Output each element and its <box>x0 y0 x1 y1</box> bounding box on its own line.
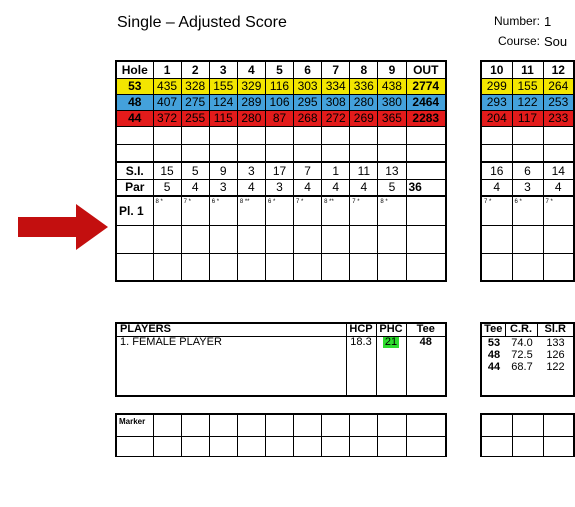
tee-info-cr: 72.5 <box>511 349 533 361</box>
par-cell: 3 <box>265 179 293 196</box>
si-cell: 17 <box>265 162 293 179</box>
blank-cell <box>322 253 350 281</box>
stroke-note: 7 * <box>350 196 378 225</box>
par-cell: 4 <box>322 179 350 196</box>
blank-cell <box>116 126 153 144</box>
stroke-note: 7 * <box>543 196 574 225</box>
yardage-cell: 264 <box>543 78 574 94</box>
yardage-cell: 122 <box>512 94 543 110</box>
blank-cell <box>406 126 446 144</box>
tee-name: 53 <box>116 78 153 94</box>
back-holes-table <box>480 60 575 282</box>
stroke-note: 7 * <box>294 196 322 225</box>
stroke-note: 8 ** <box>322 196 350 225</box>
yardage-cell: 269 <box>350 110 378 126</box>
hole-number: 6 <box>294 61 322 78</box>
yardage-cell: 435 <box>153 78 181 94</box>
blank-cell <box>265 253 293 281</box>
blank-cell <box>322 414 350 436</box>
tee-info-tee: 44 <box>487 361 501 373</box>
blank-cell <box>543 225 574 253</box>
blank-cell <box>543 253 574 281</box>
blank-cell <box>350 225 378 253</box>
tee-out-total: 2464 <box>406 94 446 110</box>
si-cell: 13 <box>378 162 406 179</box>
blank-cell <box>237 126 265 144</box>
back-score-blank-row <box>481 225 574 253</box>
players-header-row <box>116 323 446 336</box>
blank-cell <box>209 436 237 456</box>
blank-cell <box>543 414 574 436</box>
stroke-note: 8 * <box>378 196 406 225</box>
tee-out-total: 2774 <box>406 78 446 94</box>
hole-number: 2 <box>181 61 209 78</box>
blank-cell <box>237 225 265 253</box>
course-label: Course: <box>497 34 540 48</box>
blank-cell <box>294 253 322 281</box>
blank-cell <box>237 414 265 436</box>
blank-cell <box>294 225 322 253</box>
tee-name: 44 <box>116 110 153 126</box>
back-player-score-row <box>481 196 574 225</box>
yardage-cell: 303 <box>294 78 322 94</box>
tee-info-row <box>482 338 573 350</box>
tee-info-row <box>482 350 573 362</box>
hole-label: Hole <box>116 61 153 78</box>
back-tee-yardage-row <box>481 78 574 94</box>
yardage-cell: 372 <box>153 110 181 126</box>
blank-cell <box>181 144 209 162</box>
par-cell: 4 <box>543 179 574 196</box>
blank-cell <box>406 253 446 281</box>
blank-cell <box>512 253 543 281</box>
stroke-note: 8 * <box>153 196 181 225</box>
yardage-cell: 272 <box>322 110 350 126</box>
hole-number: 5 <box>265 61 293 78</box>
hole-number: 7 <box>322 61 350 78</box>
tee-out-total: 2283 <box>406 110 446 126</box>
player-name: 1. FEMALE PLAYER <box>116 336 346 396</box>
tee-info-row <box>482 362 573 374</box>
blank-cell <box>378 126 406 144</box>
stroke-note: 7 * <box>481 196 512 225</box>
tee-info-slope: 122 <box>546 361 565 373</box>
back-tee-yardage-row <box>481 94 574 110</box>
player-score-row <box>116 196 446 225</box>
hole-number: 12 <box>543 61 574 78</box>
blank-cell <box>512 225 543 253</box>
blank-cell <box>181 414 209 436</box>
blank-cell <box>406 144 446 162</box>
marker-row-2 <box>116 436 446 456</box>
blank-cell <box>153 225 181 253</box>
score-blank-row <box>116 225 446 253</box>
blank-cell <box>209 126 237 144</box>
tee-info-header-slope: Sl.R <box>537 323 574 336</box>
blank-cell <box>209 144 237 162</box>
hole-number: 10 <box>481 61 512 78</box>
tee-info-table <box>480 322 575 397</box>
blank-cell <box>265 126 293 144</box>
number-value: 1 <box>544 14 552 29</box>
back-score-blank-row <box>481 253 574 281</box>
tee-header: Tee <box>406 323 446 336</box>
blank-cell <box>181 436 209 456</box>
blank-cell <box>350 144 378 162</box>
hole-number: 8 <box>350 61 378 78</box>
stroke-note: 6 * <box>209 196 237 225</box>
si-out-cell <box>406 162 446 179</box>
tee-info-body <box>481 336 574 396</box>
si-cell: 11 <box>350 162 378 179</box>
yardage-cell: 329 <box>237 78 265 94</box>
hole-number: 11 <box>512 61 543 78</box>
si-cell: 14 <box>543 162 574 179</box>
blank-cell <box>265 144 293 162</box>
stroke-note: 6 * <box>512 196 543 225</box>
yardage-cell: 295 <box>294 94 322 110</box>
phc-header: PHC <box>376 323 406 336</box>
blank-cell <box>116 436 153 456</box>
tee-info-slope: 133 <box>546 337 565 349</box>
marker-row <box>116 414 446 436</box>
blank-row <box>116 126 446 144</box>
stroke-note: 8 ** <box>237 196 265 225</box>
blank-cell <box>543 126 574 144</box>
blank-cell <box>209 225 237 253</box>
blank-cell <box>481 126 512 144</box>
tee-name: 48 <box>116 94 153 110</box>
yardage-cell: 117 <box>512 110 543 126</box>
yardage-cell: 438 <box>378 78 406 94</box>
blank-cell <box>153 436 181 456</box>
marker-table <box>115 413 447 457</box>
si-cell: 3 <box>237 162 265 179</box>
yardage-cell: 289 <box>237 94 265 110</box>
blank-cell <box>481 414 512 436</box>
blank-cell <box>481 253 512 281</box>
hole-number: 9 <box>378 61 406 78</box>
marker-back-row <box>481 414 574 436</box>
blank-cell <box>512 144 543 162</box>
out-label: OUT <box>406 61 446 78</box>
tee-yardage-row <box>116 78 446 94</box>
blank-cell <box>322 126 350 144</box>
player-row <box>116 336 446 396</box>
blank-cell <box>209 414 237 436</box>
page-title: Single – Adjusted Score <box>117 14 287 31</box>
si-cell: 16 <box>481 162 512 179</box>
tee-info-header-cr: C.R. <box>505 323 537 336</box>
hole-number: 4 <box>237 61 265 78</box>
blank-cell <box>294 126 322 144</box>
tee-info-tee: 48 <box>487 349 501 361</box>
blank-cell <box>322 225 350 253</box>
blank-cell <box>237 253 265 281</box>
blank-cell <box>378 253 406 281</box>
blank-cell <box>378 414 406 436</box>
par-cell: 4 <box>181 179 209 196</box>
par-cell: 5 <box>378 179 406 196</box>
blank-row <box>116 144 446 162</box>
par-cell: 4 <box>350 179 378 196</box>
yardage-cell: 124 <box>209 94 237 110</box>
blank-cell <box>406 225 446 253</box>
blank-cell <box>481 144 512 162</box>
blank-cell <box>406 414 446 436</box>
yardage-cell: 233 <box>543 110 574 126</box>
blank-cell <box>153 414 181 436</box>
stroke-note: 6 * <box>265 196 293 225</box>
blank-cell <box>294 414 322 436</box>
yardage-cell: 280 <box>237 110 265 126</box>
par-row <box>116 179 446 196</box>
si-cell: 9 <box>209 162 237 179</box>
blank-cell <box>116 144 153 162</box>
yardage-cell: 253 <box>543 94 574 110</box>
yardage-cell: 293 <box>481 94 512 110</box>
blank-cell <box>350 436 378 456</box>
yardage-cell: 365 <box>378 110 406 126</box>
blank-cell <box>181 126 209 144</box>
blank-cell <box>350 126 378 144</box>
back-par-row <box>481 179 574 196</box>
course-value: Sou <box>544 34 568 49</box>
blank-cell <box>153 144 181 162</box>
score-blank-row <box>116 253 446 281</box>
hole-number: 1 <box>153 61 181 78</box>
blank-cell <box>512 126 543 144</box>
blank-cell <box>294 144 322 162</box>
yardage-cell: 87 <box>265 110 293 126</box>
yardage-cell: 155 <box>209 78 237 94</box>
blank-cell <box>265 414 293 436</box>
front-nine-table <box>115 60 447 282</box>
back-hole-row <box>481 61 574 78</box>
blank-cell <box>265 225 293 253</box>
si-cell: 7 <box>294 162 322 179</box>
si-cell: 5 <box>181 162 209 179</box>
yardage-cell: 106 <box>265 94 293 110</box>
par-cell: 4 <box>294 179 322 196</box>
si-label: S.I. <box>116 162 153 179</box>
yardage-cell: 115 <box>209 110 237 126</box>
yardage-cell: 116 <box>265 78 293 94</box>
yardage-cell: 336 <box>350 78 378 94</box>
yardage-cell: 380 <box>378 94 406 110</box>
blank-cell <box>294 436 322 456</box>
player-tee: 48 <box>406 336 446 396</box>
marker-label: Marker <box>116 414 153 436</box>
blank-cell <box>378 225 406 253</box>
player-label: Pl. 1 <box>116 196 153 225</box>
blank-cell <box>350 414 378 436</box>
si-row <box>116 162 446 179</box>
blank-cell <box>322 436 350 456</box>
blank-cell <box>512 414 543 436</box>
par-cell: 4 <box>237 179 265 196</box>
yardage-cell: 204 <box>481 110 512 126</box>
tee-info-header-row <box>481 323 574 336</box>
back-blank-row <box>481 144 574 162</box>
par-cell: 4 <box>481 179 512 196</box>
yardage-cell: 280 <box>350 94 378 110</box>
players-header: PLAYERS <box>116 323 346 336</box>
par-cell: 3 <box>512 179 543 196</box>
arrow-right-icon <box>18 204 108 250</box>
yardage-cell: 275 <box>181 94 209 110</box>
tee-info-cr: 74.0 <box>511 337 533 349</box>
marker-back-row-2 <box>481 436 574 456</box>
blank-cell <box>181 253 209 281</box>
blank-cell <box>116 225 153 253</box>
blank-cell <box>350 253 378 281</box>
yardage-cell: 299 <box>481 78 512 94</box>
par-cell: 3 <box>209 179 237 196</box>
blank-cell <box>153 253 181 281</box>
tee-info-slope: 126 <box>546 349 565 361</box>
yardage-cell: 328 <box>181 78 209 94</box>
par-cell: 5 <box>153 179 181 196</box>
blank-cell <box>116 253 153 281</box>
hcp-header: HCP <box>346 323 376 336</box>
blank-cell <box>237 436 265 456</box>
blank-cell <box>543 144 574 162</box>
player-phc: 21 <box>384 335 398 348</box>
blank-cell <box>265 436 293 456</box>
par-out-total: 36 <box>406 179 446 196</box>
par-label: Par <box>116 179 153 196</box>
players-table <box>115 322 447 397</box>
hole-row <box>116 61 446 78</box>
yardage-cell: 334 <box>322 78 350 94</box>
back-blank-row <box>481 126 574 144</box>
tee-info-header-tee: Tee <box>481 323 505 336</box>
yardage-cell: 407 <box>153 94 181 110</box>
tee-info-tee: 53 <box>487 337 501 349</box>
yardage-cell: 155 <box>512 78 543 94</box>
blank-cell <box>481 436 512 456</box>
yardage-cell: 255 <box>181 110 209 126</box>
blank-cell <box>378 144 406 162</box>
blank-cell <box>322 144 350 162</box>
blank-cell <box>543 436 574 456</box>
tee-info-cr: 68.7 <box>511 361 533 373</box>
blank-cell <box>378 436 406 456</box>
blank-cell <box>181 225 209 253</box>
hole-number: 3 <box>209 61 237 78</box>
marker-back-table <box>480 413 575 457</box>
player-out-cell <box>406 196 446 225</box>
player-hcp: 18.3 <box>346 336 376 396</box>
yardage-cell: 268 <box>294 110 322 126</box>
blank-cell <box>406 436 446 456</box>
blank-cell <box>481 225 512 253</box>
blank-cell <box>237 144 265 162</box>
yardage-cell: 308 <box>322 94 350 110</box>
tee-yardage-row <box>116 110 446 126</box>
player-phc-cell <box>376 336 406 396</box>
si-cell: 15 <box>153 162 181 179</box>
blank-cell <box>512 436 543 456</box>
tee-yardage-row <box>116 94 446 110</box>
number-label: Number: <box>493 14 540 28</box>
blank-cell <box>153 126 181 144</box>
back-si-row <box>481 162 574 179</box>
si-cell: 1 <box>322 162 350 179</box>
stroke-note: 7 * <box>181 196 209 225</box>
si-cell: 6 <box>512 162 543 179</box>
blank-cell <box>209 253 237 281</box>
back-tee-yardage-row <box>481 110 574 126</box>
